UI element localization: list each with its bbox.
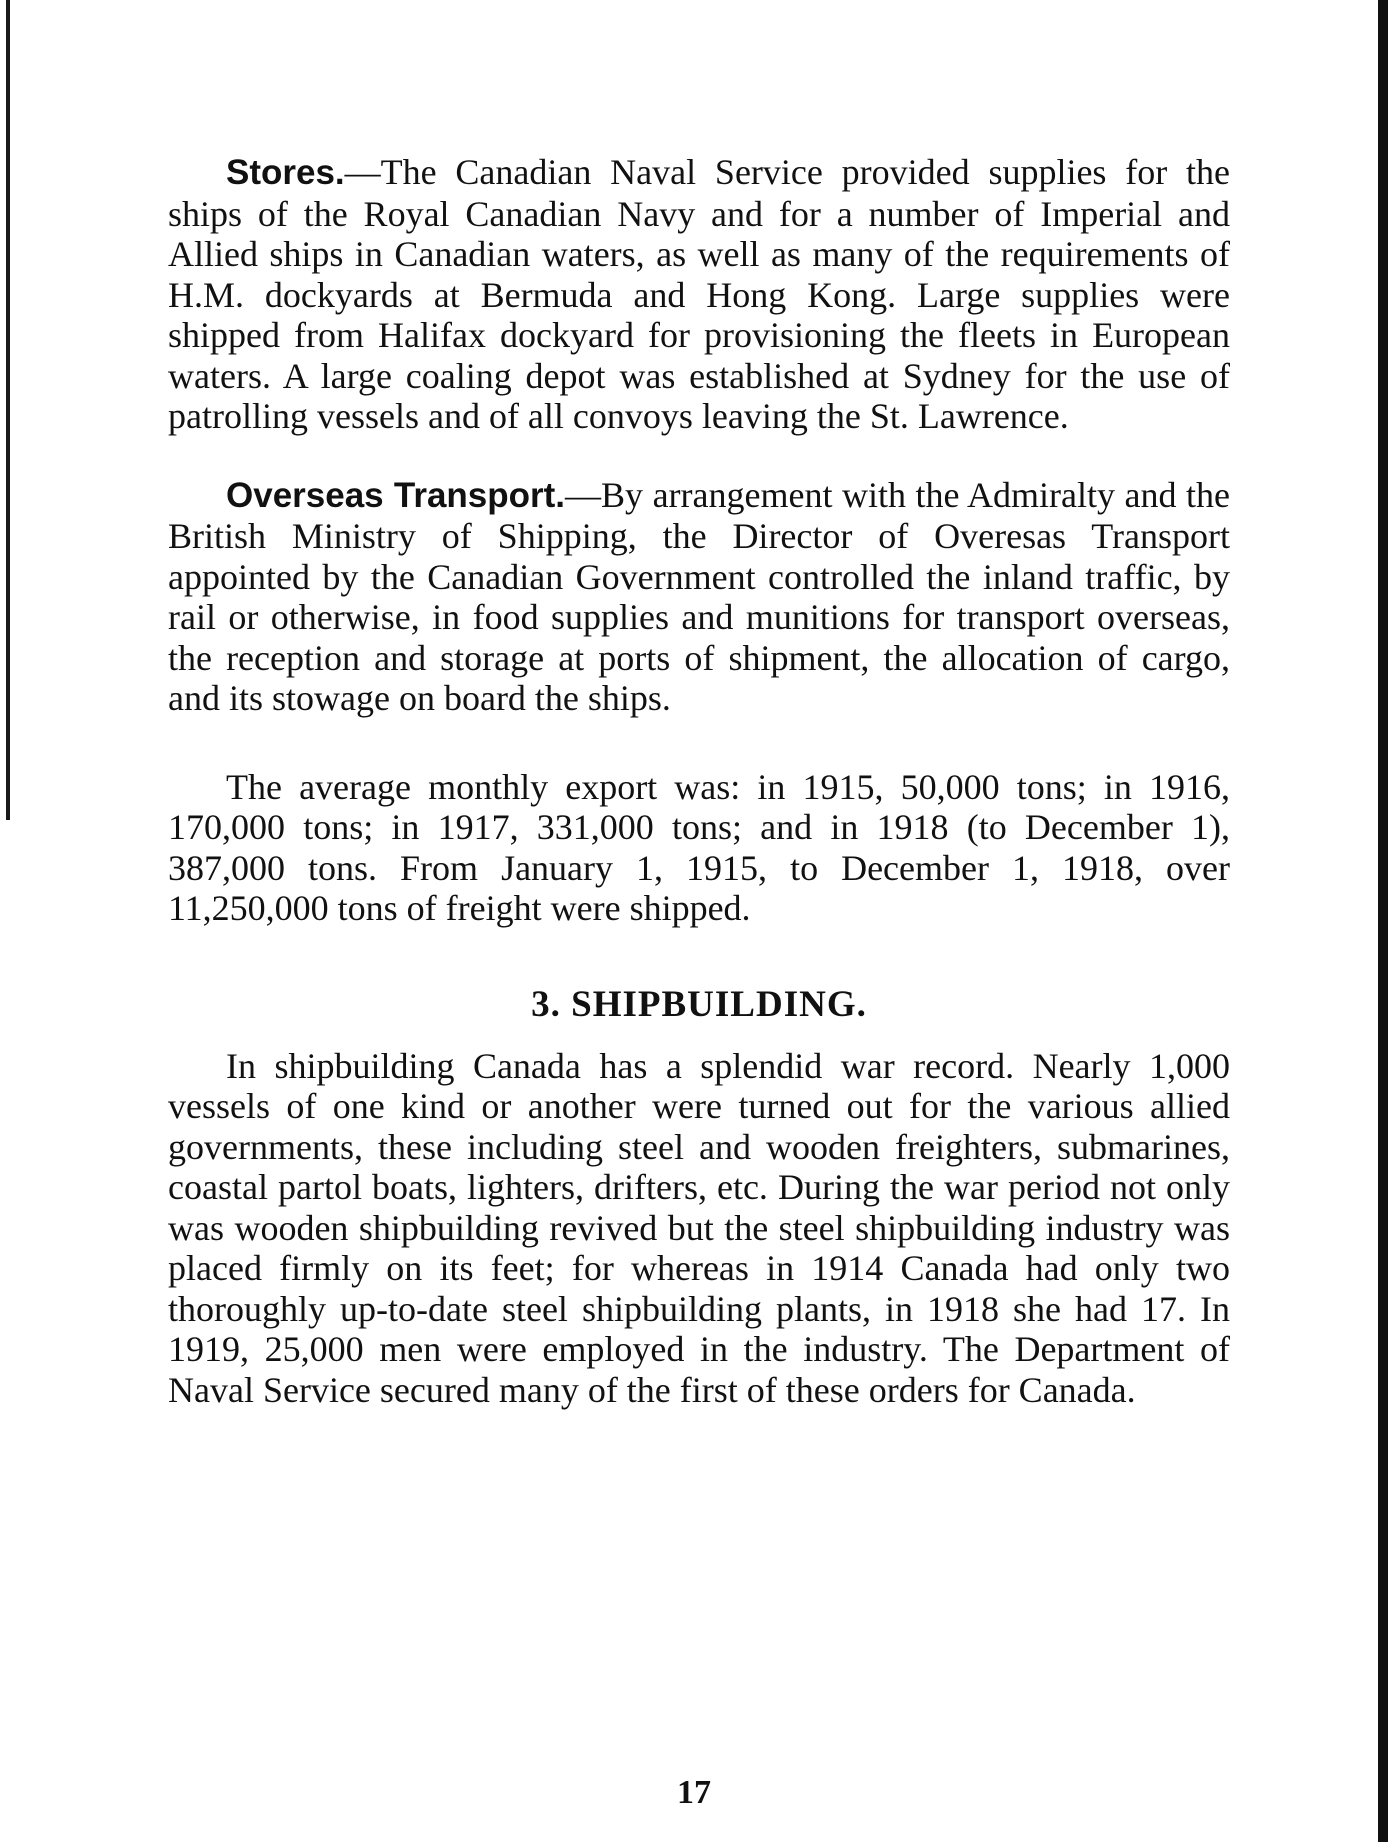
paragraph-overseas-transport [168,475,1230,719]
overseas-lead: Overseas Transport. [226,475,566,515]
stores-lead: Stores. [226,153,345,192]
page-right-edge [1378,0,1388,1842]
shipbuilding-text: In shipbuilding Canada has a splendid war record. Nearly 1,000 vessels of one kind or another were turned out for the various allied governments, these including steel and wooden freighters, submarines, coastal partol boats, lighters, drifters, etc. During the war period not only was wooden shipbuilding revived but the steel shipbuilding industry was placed firmly on its feet; for whereas in 1914 Canada had only two thoroughly up-to-date steel shipbuilding plants, in 1918 she had 17. In 1919, 25,000 men were employed in the industry. The Department of Naval Service secured many of the first of these orders for Canada. [168,1045,1230,1410]
paragraph-export [168,767,1230,929]
paragraph-shipbuilding [168,1046,1230,1411]
stores-text: —The Canadian Naval Service provided supplies for the ships of the Royal Canadian Navy and for a number of Imperial and Allied ships in Canadian waters, as well as many of the requirements of H.M. dockyards at Bermuda and Hong Kong. Large supplies were shipped from Halifax dockyard for provisioning the fleets in European waters. A large coaling depot was established at Sydney for the use of patrolling vessels and of all convoys leaving the St. Lawrence. [168,152,1230,436]
page-body [168,152,1230,1410]
export-text: The average monthly export was: in 1915, 50,000 tons; in 1916, 170,000 tons; in 1917, 331,000 tons; and in 1918 (to December 1), 387,000 tons. From January 1, 1915, to December 1, 1918, over 11,250,000 tons of freight were shipped. [168,766,1230,928]
overseas-text: —By arrangement with the Admiralty and the British Ministry of Shipping, the Director of Overesas Transport appointed by the Canadian Government controlled the inland traffic, by rail or otherwise, in food supplies and munitions for transport overseas, the reception and storage at ports of shipment, the allocation of cargo, and its stowage on board the ships. [168,474,1230,718]
paragraph-stores [168,152,1230,437]
page-number: 17 [677,1774,711,1811]
page-left-edge [6,0,10,820]
section-heading-shipbuilding: 3. SHIPBUILDING. [531,983,867,1025]
